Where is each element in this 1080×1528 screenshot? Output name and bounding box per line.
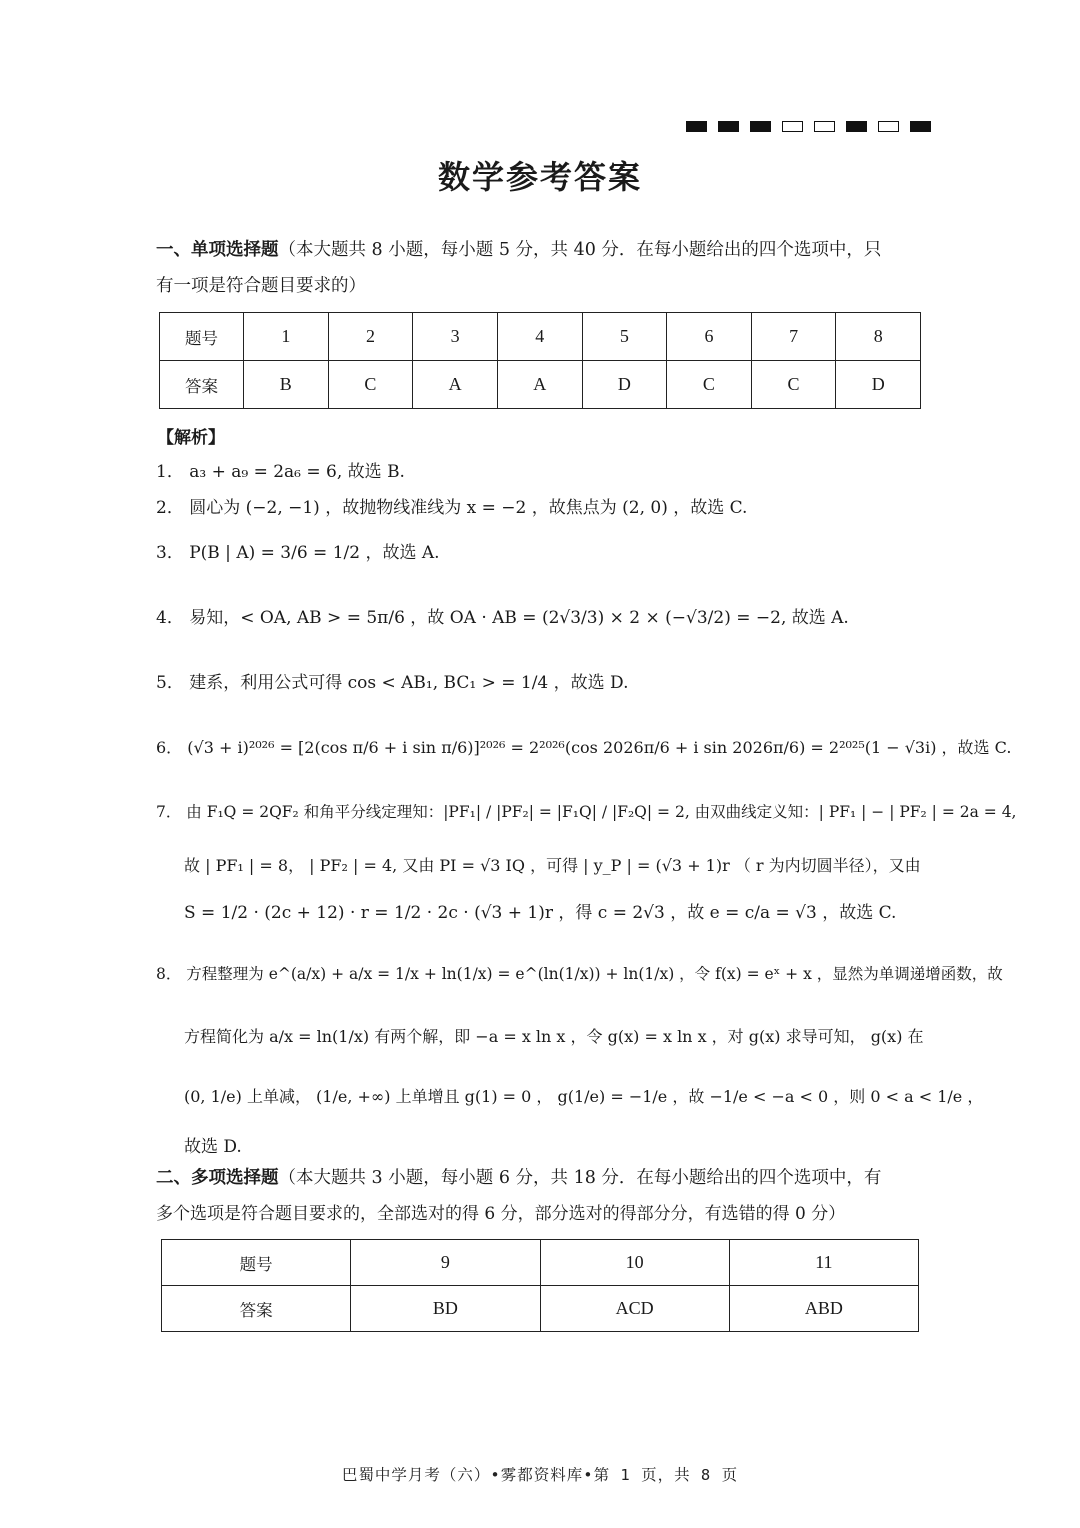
table-row-answers: [160, 361, 921, 409]
question-number: 1: [244, 313, 329, 361]
question-number: 10: [540, 1240, 729, 1286]
table-row-answers: [162, 1286, 919, 1332]
analysis-label: 【解析】: [157, 428, 225, 448]
section2-desc-line1: （本大题共 3 小题，每小题 6 分，共 18 分．在每小题给出的四个选项中，有: [278, 1168, 882, 1188]
solution-line: 3． P(B | A) = 3/6 = 1/2 ，故选 A.: [156, 543, 440, 563]
mark-square: [782, 121, 803, 132]
mark-square: [814, 121, 835, 132]
solution-line: 2． 圆心为 (−2, −1) ，故抛物线准线为 x = −2 ，故焦点为 (2, 0) ，故选 C.: [156, 498, 748, 518]
answer-cell: C: [667, 361, 752, 409]
solution-line: S = 1/2 · (2c + 12) · r = 1/2 · 2c · (√3 + 1)r ，得 c = 2√3 ，故 e = c/a = √3 ，故选 C.: [184, 903, 897, 923]
answer-cell: D: [582, 361, 667, 409]
answer-cell: C: [328, 361, 413, 409]
row-label-answer: 答案: [160, 361, 244, 409]
section1-heading: 一、单项选择题: [156, 240, 279, 260]
question-number: 8: [836, 313, 921, 361]
solution-line: 8． 方程整理为 e^(a/x) + a/x = 1/x + ln(1/x) = e^(ln(1/x)) + ln(1/x) ，令 f(x) = eˣ + x ，显然为单调递增函数，故: [156, 965, 1003, 983]
header-marks: [686, 121, 931, 132]
section2-answer-table: [161, 1239, 919, 1332]
mark-square: [910, 121, 931, 132]
mark-square: [878, 121, 899, 132]
solution-line: 7． 由 F₁Q = 2QF₂ 和角平分线定理知：|PF₁| / |PF₂| = |F₁Q| / |F₂Q| = 2, 由双曲线定义知：| PF₁ | − | PF₂ | = 2a = 4,: [156, 803, 1017, 821]
answer-cell: BD: [351, 1286, 540, 1332]
section2-heading: 二、多项选择题: [156, 1168, 279, 1188]
answer-cell: A: [413, 361, 498, 409]
section1-desc-line2: 有一项是符合题目要求的）: [156, 276, 366, 296]
answer-cell: A: [497, 361, 582, 409]
answer-cell: B: [244, 361, 329, 409]
row-label-question: 题号: [162, 1240, 351, 1286]
question-number: 9: [351, 1240, 540, 1286]
row-label-answer: 答案: [162, 1286, 351, 1332]
answer-cell: D: [836, 361, 921, 409]
answer-cell: C: [751, 361, 836, 409]
answer-cell: ACD: [540, 1286, 729, 1332]
question-number: 2: [328, 313, 413, 361]
section1-answer-table: [159, 312, 921, 409]
table-row-questions: [160, 313, 921, 361]
solution-line: 方程简化为 a/x = ln(1/x) 有两个解，即 −a = x ln x ，令 g(x) = x ln x ，对 g(x) 求导可知， g(x) 在: [184, 1027, 924, 1046]
section1-desc-line1: （本大题共 8 小题，每小题 5 分，共 40 分．在每小题给出的四个选项中，只: [278, 240, 882, 260]
solution-line: 1． a₃ + a₉ = 2a₆ = 6, 故选 B.: [156, 462, 405, 482]
question-number: 3: [413, 313, 498, 361]
page-footer: 巴蜀中学月考（六）•雾都资料库•第 1 页，共 8 页: [341, 1466, 739, 1484]
mark-square: [686, 121, 707, 132]
solution-line: 4． 易知，< OA, AB > = 5π/6 ，故 OA · AB = (2√3/3) × 2 × (−√3/2) = −2, 故选 A.: [156, 608, 849, 628]
mark-square: [750, 121, 771, 132]
question-number: 11: [729, 1240, 918, 1286]
section1-heading-line1: [156, 232, 924, 268]
question-number: 7: [751, 313, 836, 361]
solution-line: 故选 D.: [184, 1137, 242, 1157]
row-label-question: 题号: [160, 313, 244, 361]
mark-square: [718, 121, 739, 132]
question-number: 6: [667, 313, 752, 361]
table-row-questions: [162, 1240, 919, 1286]
solution-line: 故 | PF₁ | = 8， | PF₂ | = 4, 又由 PI = √3 IQ ，可得 | y_P | = (√3 + 1)r （ r 为内切圆半径），又由: [184, 856, 921, 875]
question-number: 4: [497, 313, 582, 361]
section2-heading-line1: [156, 1160, 924, 1196]
question-number: 5: [582, 313, 667, 361]
answer-cell: ABD: [729, 1286, 918, 1332]
mark-square: [846, 121, 867, 132]
section2-desc-line2: 多个选项是符合题目要求的，全部选对的得 6 分，部分选对的得部分分，有选错的得 0 分）: [156, 1204, 846, 1224]
solution-line: 5． 建系，利用公式可得 cos < AB₁, BC₁ > = 1/4 ，故选 D.: [156, 673, 629, 693]
page-title: 数学参考答案: [437, 158, 642, 196]
solution-line: 6． (√3 + i)²⁰²⁶ = [2(cos π/6 + i sin π/6)]²⁰²⁶ = 2²⁰²⁶(cos 2026π/6 + i sin 2026π/6) = 2²⁰²⁵(1 − √3i) ，故选 C.: [156, 738, 1012, 757]
solution-line: (0, 1/e) 上单减， (1/e, +∞) 上单增且 g(1) = 0 ， g(1/e) = −1/e ，故 −1/e < −a < 0 ，则 0 < a < 1/e ，: [184, 1087, 984, 1106]
